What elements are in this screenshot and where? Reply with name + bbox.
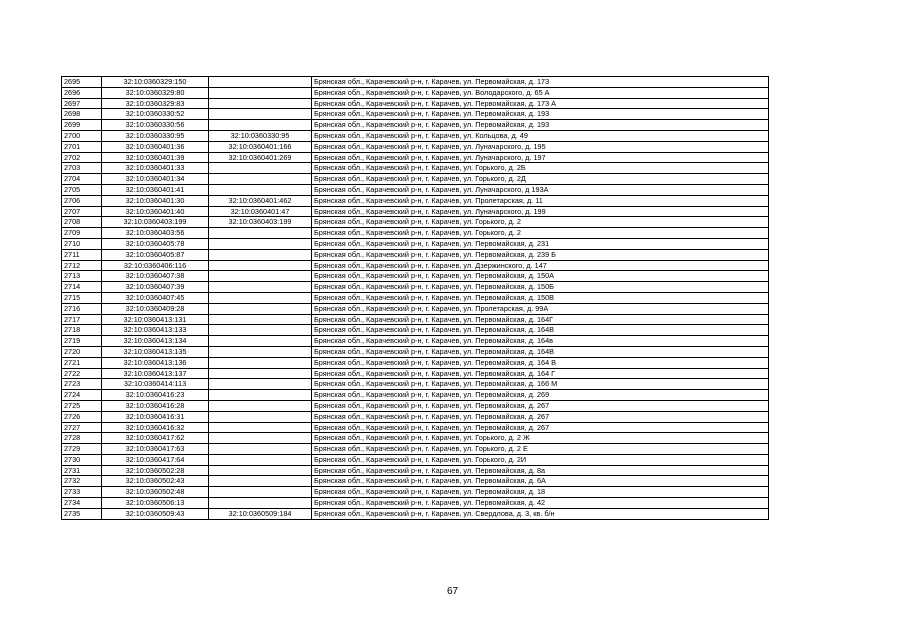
row-number-cell: 2708 — [62, 217, 102, 228]
table-row — [62, 314, 769, 325]
table-row — [62, 487, 769, 498]
cadastral-number-cell: 32:10:0360416:23 — [102, 390, 209, 401]
address-cell: Брянская обл., Карачевский р-н, г. Карачев, ул. Володарского, д. 65 А — [312, 87, 769, 98]
building-cadastral-number-cell — [209, 379, 312, 390]
address-cell: Брянская обл., Карачевский р-н, г. Карачев, ул. Луначарского, д. 195 — [312, 141, 769, 152]
building-cadastral-number-cell — [209, 346, 312, 357]
row-number-cell: 2734 — [62, 498, 102, 509]
row-number-cell: 2702 — [62, 152, 102, 163]
table-row — [62, 465, 769, 476]
table-row — [62, 336, 769, 347]
building-cadastral-number-cell: 32:10:0360401:462 — [209, 195, 312, 206]
cadastral-number-cell: 32:10:0360407:38 — [102, 271, 209, 282]
building-cadastral-number-cell — [209, 260, 312, 271]
table-row — [62, 195, 769, 206]
cadastral-number-cell: 32:10:0360413:134 — [102, 336, 209, 347]
building-cadastral-number-cell — [209, 390, 312, 401]
row-number-cell: 2720 — [62, 346, 102, 357]
row-number-cell: 2698 — [62, 109, 102, 120]
building-cadastral-number-cell — [209, 77, 312, 88]
cadastral-number-cell: 32:10:0360330:52 — [102, 109, 209, 120]
address-cell: Брянская обл., Карачевский р-н, г. Карачев, ул. Пролетарская, д. 11 — [312, 195, 769, 206]
row-number-cell: 2709 — [62, 228, 102, 239]
table-row — [62, 98, 769, 109]
building-cadastral-number-cell — [209, 498, 312, 509]
table-row — [62, 109, 769, 120]
address-cell: Брянская обл., Карачевский р-н, г. Карачев, ул. Первомайская, д. 164В — [312, 346, 769, 357]
address-cell: Брянская обл., Карачевский р-н, г. Карачев, ул. Первомайская, д. 18 — [312, 487, 769, 498]
building-cadastral-number-cell — [209, 325, 312, 336]
building-cadastral-number-cell — [209, 487, 312, 498]
row-number-cell: 2729 — [62, 444, 102, 455]
address-cell: Брянская обл., Карачевский р-н, г. Карачев, ул. Горького, д. 2 Ж — [312, 433, 769, 444]
cadastral-number-cell: 32:10:0360401:33 — [102, 163, 209, 174]
cadastral-number-cell: 32:10:0360414:113 — [102, 379, 209, 390]
cadastral-number-cell: 32:10:0360413:135 — [102, 346, 209, 357]
row-number-cell: 2735 — [62, 508, 102, 519]
cadastral-number-cell: 32:10:0360413:136 — [102, 357, 209, 368]
row-number-cell: 2710 — [62, 238, 102, 249]
building-cadastral-number-cell — [209, 314, 312, 325]
table-row — [62, 422, 769, 433]
address-cell: Брянская обл., Карачевский р-н, г. Карачев, ул. Первомайская, д. 239 Б — [312, 249, 769, 260]
cadastral-number-cell: 32:10:0360413:133 — [102, 325, 209, 336]
cadastral-number-cell: 32:10:0360509:43 — [102, 508, 209, 519]
cadastral-number-cell: 32:10:0360502:48 — [102, 487, 209, 498]
building-cadastral-number-cell — [209, 249, 312, 260]
address-cell: Брянская обл., Карачевский р-н, г. Карачев, ул. Луначарского, д. 197 — [312, 152, 769, 163]
cadastral-number-cell: 32:10:0360506:13 — [102, 498, 209, 509]
row-number-cell: 2705 — [62, 184, 102, 195]
building-cadastral-number-cell — [209, 357, 312, 368]
building-cadastral-number-cell — [209, 411, 312, 422]
row-number-cell: 2703 — [62, 163, 102, 174]
table-row — [62, 228, 769, 239]
address-cell: Брянская обл., Карачевский р-н, г. Карачев, ул. Первомайская, д. 8а — [312, 465, 769, 476]
cadastral-number-cell: 32:10:0360403:199 — [102, 217, 209, 228]
table-row — [62, 271, 769, 282]
cadastral-number-cell: 32:10:0360405:78 — [102, 238, 209, 249]
table-row — [62, 130, 769, 141]
address-cell: Брянская обл., Карачевский р-н, г. Карачев, ул. Первомайская, д. 42 — [312, 498, 769, 509]
building-cadastral-number-cell — [209, 184, 312, 195]
row-number-cell: 2721 — [62, 357, 102, 368]
cadastral-number-cell: 32:10:0360401:36 — [102, 141, 209, 152]
address-cell: Брянская обл., Карачевский р-н, г. Карачев, ул. Горького, д. 2И — [312, 454, 769, 465]
address-cell: Брянская обл., Карачевский р-н, г. Карачев, ул. Первомайская, д. 164Г — [312, 314, 769, 325]
table-row — [62, 303, 769, 314]
cadastral-number-cell: 32:10:0360413:137 — [102, 368, 209, 379]
row-number-cell: 2732 — [62, 476, 102, 487]
registry-table-body — [62, 77, 769, 520]
table-row — [62, 379, 769, 390]
address-cell: Брянская обл., Карачевский р-н, г. Карачев, ул. Первомайская, д. 164 В — [312, 357, 769, 368]
cadastral-number-cell: 32:10:0360329:83 — [102, 98, 209, 109]
table-row — [62, 390, 769, 401]
cadastral-number-cell: 32:10:0360401:30 — [102, 195, 209, 206]
cadastral-number-cell: 32:10:0360401:39 — [102, 152, 209, 163]
address-cell: Брянская обл., Карачевский р-н, г. Карачев, ул. Первомайская, д. 150А — [312, 271, 769, 282]
building-cadastral-number-cell — [209, 454, 312, 465]
table-row — [62, 87, 769, 98]
cadastral-number-cell: 32:10:0360502:43 — [102, 476, 209, 487]
row-number-cell: 2700 — [62, 130, 102, 141]
address-cell: Брянская обл., Карачевский р-н, г. Карачев, ул. Горького, д. 2Д — [312, 174, 769, 185]
address-cell: Брянская обл., Карачевский р-н, г. Карачев, ул. Первомайская, д. 150Б — [312, 282, 769, 293]
row-number-cell: 2726 — [62, 411, 102, 422]
building-cadastral-number-cell: 32:10:0360401:166 — [209, 141, 312, 152]
cadastral-number-cell: 32:10:0360329:80 — [102, 87, 209, 98]
address-cell: Брянская обл., Карачевский р-н, г. Карачев, ул. Луначарского, д 193А — [312, 184, 769, 195]
address-cell: Брянская обл., Карачевский р-н, г. Карачев, ул. Дзержинского, д. 147 — [312, 260, 769, 271]
cadastral-number-cell: 32:10:0360401:41 — [102, 184, 209, 195]
building-cadastral-number-cell — [209, 238, 312, 249]
cadastral-number-cell: 32:10:0360413:131 — [102, 314, 209, 325]
building-cadastral-number-cell — [209, 433, 312, 444]
building-cadastral-number-cell — [209, 303, 312, 314]
table-row — [62, 249, 769, 260]
cadastral-number-cell: 32:10:0360416:28 — [102, 400, 209, 411]
row-number-cell: 2731 — [62, 465, 102, 476]
address-cell: Брянская обл., Карачевский р-н, г. Карачев, ул. Первомайская, д. 231 — [312, 238, 769, 249]
table-row — [62, 444, 769, 455]
address-cell: Брянская обл., Карачевский р-н, г. Карачев, ул. Свердлова, д. 3, кв. б/н — [312, 508, 769, 519]
row-number-cell: 2704 — [62, 174, 102, 185]
address-cell: Брянская обл., Карачевский р-н, г. Карачев, ул. Первомайская, д. 267 — [312, 422, 769, 433]
cadastral-number-cell: 32:10:0360409:28 — [102, 303, 209, 314]
cadastral-number-cell: 32:10:0360329:150 — [102, 77, 209, 88]
cadastral-number-cell: 32:10:0360401:34 — [102, 174, 209, 185]
building-cadastral-number-cell — [209, 98, 312, 109]
building-cadastral-number-cell — [209, 465, 312, 476]
row-number-cell: 2716 — [62, 303, 102, 314]
address-cell: Брянская обл., Карачевский р-н, г. Карачев, ул. Первомайская, д. 164В — [312, 325, 769, 336]
row-number-cell: 2730 — [62, 454, 102, 465]
table-row — [62, 260, 769, 271]
row-number-cell: 2728 — [62, 433, 102, 444]
address-cell: Брянская обл., Карачевский р-н, г. Карачев, ул. Первомайская, д. 173 — [312, 77, 769, 88]
address-cell: Брянская обл., Карачевский р-н, г. Карачев, ул. Первомайская, д. 269 — [312, 390, 769, 401]
address-cell: Брянская обл., Карачевский р-н, г. Карачев, ул. Горького, д. 2 Е — [312, 444, 769, 455]
cadastral-number-cell: 32:10:0360416:31 — [102, 411, 209, 422]
table-row — [62, 476, 769, 487]
address-cell: Брянская обл., Карачевский р-н, г. Карачев, ул. Первомайская, д. 267 — [312, 411, 769, 422]
row-number-cell: 2695 — [62, 77, 102, 88]
row-number-cell: 2706 — [62, 195, 102, 206]
row-number-cell: 2696 — [62, 87, 102, 98]
row-number-cell: 2714 — [62, 282, 102, 293]
address-cell: Брянская обл., Карачевский р-н, г. Карачев, ул. Первомайская, д. 6А — [312, 476, 769, 487]
table-row — [62, 163, 769, 174]
address-cell: Брянская обл., Карачевский р-н, г. Карачев, ул. Горького, д. 2 — [312, 217, 769, 228]
address-cell: Брянская обл., Карачевский р-н, г. Карачев, ул. Первомайская, д. 193 — [312, 109, 769, 120]
address-cell: Брянская обл., Карачевский р-н, г. Карачев, ул. Первомайская, д. 164 Г — [312, 368, 769, 379]
row-number-cell: 2724 — [62, 390, 102, 401]
row-number-cell: 2718 — [62, 325, 102, 336]
building-cadastral-number-cell: 32:10:0360401:269 — [209, 152, 312, 163]
cadastral-number-cell: 32:10:0360407:39 — [102, 282, 209, 293]
cadastral-number-cell: 32:10:0360403:56 — [102, 228, 209, 239]
cadastral-number-cell: 32:10:0360417:62 — [102, 433, 209, 444]
table-row — [62, 346, 769, 357]
building-cadastral-number-cell — [209, 282, 312, 293]
table-row — [62, 141, 769, 152]
address-cell: Брянская обл., Карачевский р-н, г. Карачев, ул. Горького, д. 2Б — [312, 163, 769, 174]
building-cadastral-number-cell: 32:10:0360401:47 — [209, 206, 312, 217]
page-number: 67 — [446, 586, 459, 597]
building-cadastral-number-cell: 32:10:0360330:95 — [209, 130, 312, 141]
row-number-cell: 2717 — [62, 314, 102, 325]
table-row — [62, 174, 769, 185]
building-cadastral-number-cell — [209, 368, 312, 379]
building-cadastral-number-cell — [209, 336, 312, 347]
address-cell: Брянская обл., Карачевский р-н, г. Карачев, ул. Первомайская, д. 150В — [312, 292, 769, 303]
registry-table — [61, 76, 769, 520]
cadastral-number-cell: 32:10:0360417:63 — [102, 444, 209, 455]
row-number-cell: 2715 — [62, 292, 102, 303]
address-cell: Брянская обл., Карачевский р-н, г. Карачев, ул. Первомайская, д. 267 — [312, 400, 769, 411]
building-cadastral-number-cell: 32:10:0360403:199 — [209, 217, 312, 228]
table-row — [62, 120, 769, 131]
table-row — [62, 400, 769, 411]
building-cadastral-number-cell — [209, 109, 312, 120]
address-cell: Брянская обл., Карачевский р-н, г. Карачев, ул. Горького, д. 2 — [312, 228, 769, 239]
building-cadastral-number-cell — [209, 87, 312, 98]
building-cadastral-number-cell — [209, 476, 312, 487]
building-cadastral-number-cell: 32:10:0360509:184 — [209, 508, 312, 519]
row-number-cell: 2699 — [62, 120, 102, 131]
building-cadastral-number-cell — [209, 174, 312, 185]
address-cell: Брянская обл., Карачевский р-н, г. Карачев, ул. Первомайская, д. 193 — [312, 120, 769, 131]
table-row — [62, 238, 769, 249]
row-number-cell: 2697 — [62, 98, 102, 109]
row-number-cell: 2707 — [62, 206, 102, 217]
cadastral-number-cell: 32:10:0360401:40 — [102, 206, 209, 217]
table-row — [62, 152, 769, 163]
row-number-cell: 2701 — [62, 141, 102, 152]
building-cadastral-number-cell — [209, 400, 312, 411]
address-cell: Брянская обл., Карачевский р-н, г. Карачев, ул. Кольцова, д. 49 — [312, 130, 769, 141]
row-number-cell: 2733 — [62, 487, 102, 498]
cadastral-number-cell: 32:10:0360417:64 — [102, 454, 209, 465]
table-row — [62, 184, 769, 195]
cadastral-number-cell: 32:10:0360330:95 — [102, 130, 209, 141]
row-number-cell: 2723 — [62, 379, 102, 390]
table-row — [62, 433, 769, 444]
cadastral-number-cell: 32:10:0360502:28 — [102, 465, 209, 476]
row-number-cell: 2719 — [62, 336, 102, 347]
building-cadastral-number-cell — [209, 271, 312, 282]
building-cadastral-number-cell — [209, 163, 312, 174]
table-row — [62, 498, 769, 509]
table-row — [62, 357, 769, 368]
building-cadastral-number-cell — [209, 292, 312, 303]
table-row — [62, 206, 769, 217]
row-number-cell: 2711 — [62, 249, 102, 260]
table-row — [62, 217, 769, 228]
building-cadastral-number-cell — [209, 444, 312, 455]
table-row — [62, 454, 769, 465]
table-row — [62, 368, 769, 379]
table-row — [62, 508, 769, 519]
table-row — [62, 292, 769, 303]
building-cadastral-number-cell — [209, 422, 312, 433]
cadastral-number-cell: 32:10:0360330:56 — [102, 120, 209, 131]
row-number-cell: 2713 — [62, 271, 102, 282]
address-cell: Брянская обл., Карачевский р-н, г. Карачев, ул. Пролетарская, д. 99А — [312, 303, 769, 314]
building-cadastral-number-cell — [209, 228, 312, 239]
address-cell: Брянская обл., Карачевский р-н, г. Карачев, ул. Первомайская, д. 173 А — [312, 98, 769, 109]
cadastral-number-cell: 32:10:0360416:32 — [102, 422, 209, 433]
address-cell: Брянская обл., Карачевский р-н, г. Карачев, ул. Первомайская, д. 166 М — [312, 379, 769, 390]
cadastral-number-cell: 32:10:0360406:116 — [102, 260, 209, 271]
row-number-cell: 2725 — [62, 400, 102, 411]
cadastral-number-cell: 32:10:0360405:87 — [102, 249, 209, 260]
row-number-cell: 2712 — [62, 260, 102, 271]
row-number-cell: 2722 — [62, 368, 102, 379]
table-row — [62, 282, 769, 293]
row-number-cell: 2727 — [62, 422, 102, 433]
table-row — [62, 325, 769, 336]
building-cadastral-number-cell — [209, 120, 312, 131]
address-cell: Брянская обл., Карачевский р-н, г. Карачев, ул. Луначарского, д. 199 — [312, 206, 769, 217]
cadastral-number-cell: 32:10:0360407:45 — [102, 292, 209, 303]
table-row — [62, 411, 769, 422]
table-row — [62, 77, 769, 88]
address-cell: Брянская обл., Карачевский р-н, г. Карачев, ул. Первомайская, д. 164в — [312, 336, 769, 347]
